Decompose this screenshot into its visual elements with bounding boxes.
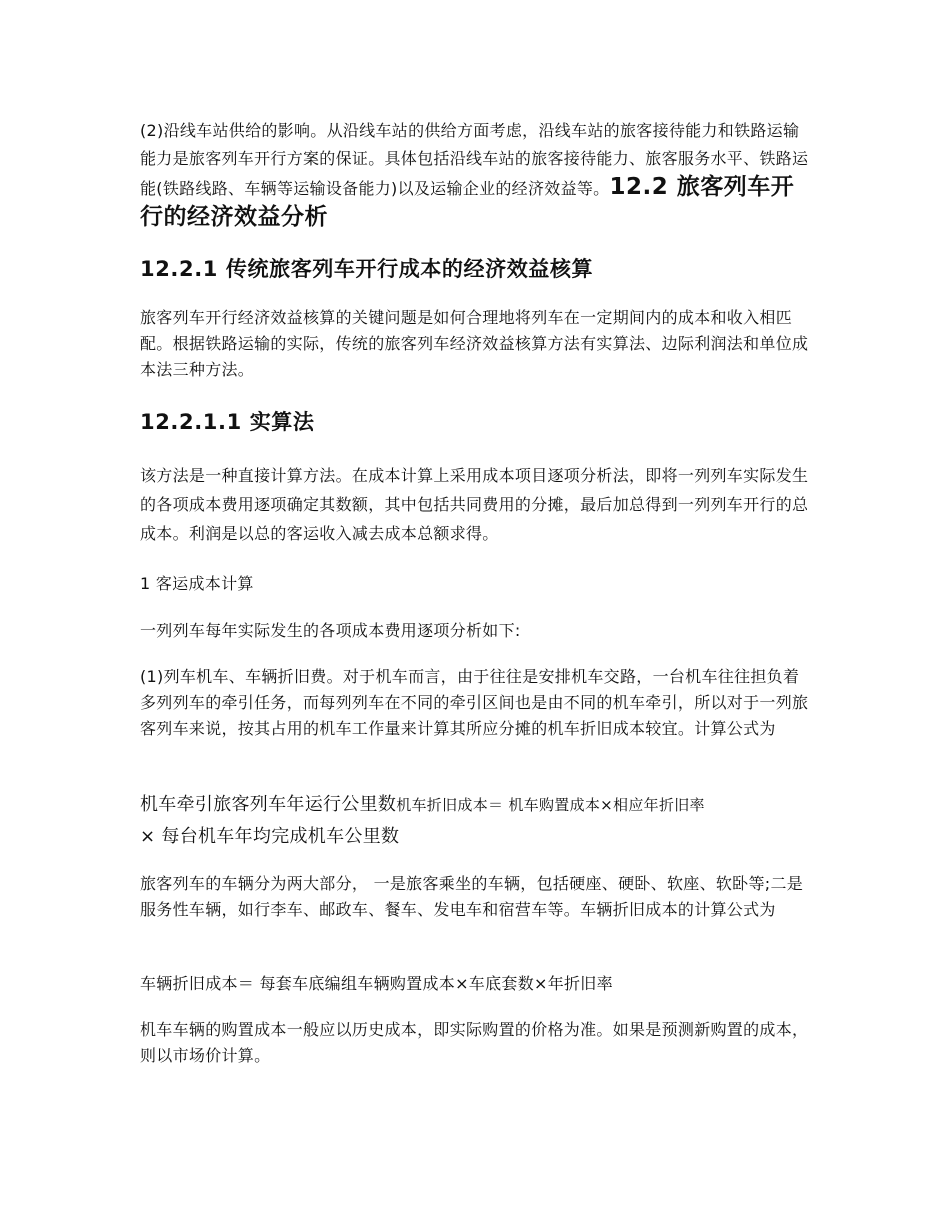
- section-heading-12-2-1: 12.2.1 传统旅客列车开行成本的经济效益核算: [140, 257, 594, 281]
- formula-main-expression: 机车折旧成本＝ 机车购置成本×相应年折旧率: [396, 796, 705, 814]
- paragraph-station-supply-text: (2)沿线车站供给的影响。从沿线车站的供给方面考虑，沿线车站的旅客接待能力和铁路运输能力是旅客列车开行方案的保证。具体包括沿线车站的旅客接待能力、旅客服务水平、铁路运能(铁路线路、车辆等运输设备能力)以及运输企业的经济效益等。: [140, 121, 809, 198]
- paragraph-purchase-cost: 机车车辆的购置成本一般应以历史成本，即实际购置的价格为准。如果是预测新购置的成本，则以市场价计算。: [140, 1020, 809, 1065]
- section-heading-12-2-1-1: 12.2.1.1 实算法: [140, 410, 315, 434]
- paragraph-efficiency-intro: 旅客列车开行经济效益核算的关键问题是如何合理地将列车在一定期间内的成本和收入相匹配。根据铁路运输的实际，传统的旅客列车经济效益核算方法有实算法、边际利润法和单位成本法三种方法。: [140, 308, 809, 379]
- paragraph-vehicle-types: 旅客列车的车辆分为两大部分， 一是旅客乘坐的车辆，包括硬座、硬卧、软座、软卧等;二是服务性车辆，如行李车、邮政车、餐车、发电车和宿营车等。车辆折旧成本的计算公式为: [140, 874, 804, 919]
- paragraph-station-supply: [140, 117, 812, 233]
- paragraph-cost-list-intro: 一列列车每年实际发生的各项成本费用逐项分析如下:: [140, 621, 521, 640]
- paragraph-cost-heading: 1 客运成本计算: [140, 574, 254, 593]
- paragraph-actual-calculation: 该方法是一种直接计算方法。在成本计算上采用成本项目逐项分析法，即将一列列车实际发生的各项成本费用逐项确定其数额，其中包括共同费用的分摊，最后加总得到一列列车开行的总成本。利润是以总的客运收入减去成本总额求得。: [140, 466, 809, 543]
- formula-locomotive-depreciation: [140, 789, 812, 853]
- formula-vehicle-depreciation: 车辆折旧成本＝ 每套车底编组车辆购置成本×车底套数×年折旧率: [140, 974, 613, 993]
- section-heading-12-2: 12.2 旅客列车开行的经济效益分析: [140, 174, 795, 230]
- formula-multiplier: × 每台机车年均完成机车公里数: [140, 826, 400, 847]
- formula-numerator-label: 机车牵引旅客列车年运行公里数: [140, 794, 397, 815]
- paragraph-depreciation: (1)列车机车、车辆折旧费。对于机车而言，由于往往是安排机车交路，一台机车往往担负着多列列车的牵引任务，而每列列车在不同的牵引区间也是由不同的机车牵引，所以对于一列旅客列车来说，按其占用的机车工作量来计算其所应分摊的机车折旧成本较宜。计算公式为: [140, 667, 809, 738]
